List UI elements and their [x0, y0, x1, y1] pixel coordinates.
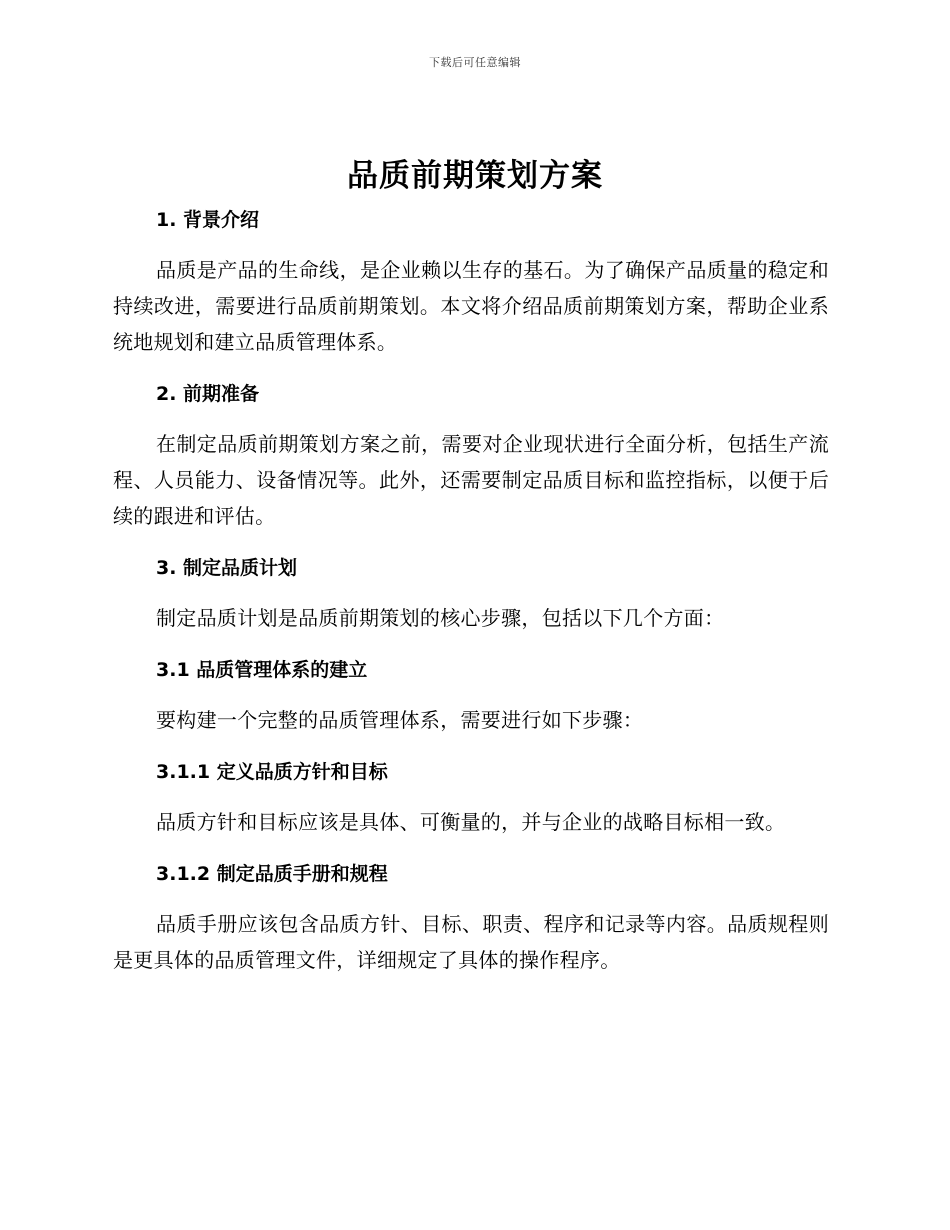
subsubsection-paragraph: 品质手册应该包含品质方针、目标、职责、程序和记录等内容。品质规程则是更具体的品质管理文件，详细规定了具体的操作程序。: [113, 912, 829, 972]
page-header-note: 下载后可任意编辑: [429, 56, 521, 69]
subsubsection-heading: 3.1.2 制定品质手册和规程: [156, 863, 388, 885]
section-heading: 1. 背景介绍: [156, 209, 260, 231]
subsection-paragraph: 要构建一个完整的品质管理体系，需要进行如下步骤：: [156, 708, 644, 732]
section-heading: 3. 制定品质计划: [156, 557, 298, 579]
subsubsection-paragraph: 品质方针和目标应该是具体、可衡量的，并与企业的战略目标相一致。: [156, 810, 786, 834]
section-paragraph: 制定品质计划是品质前期策划的核心步骤，包括以下几个方面：: [156, 606, 725, 630]
section-heading: 2. 前期准备: [156, 383, 260, 405]
document-title: 品质前期策划方案: [347, 158, 603, 194]
subsubsection-heading: 3.1.1 定义品质方针和目标: [156, 761, 388, 783]
document-body: [113, 203, 829, 978]
section-paragraph: 品质是产品的生命线，是企业赖以生存的基石。为了确保产品质量的稳定和持续改进，需要进行品质前期策划。本文将介绍品质前期策划方案，帮助企业系统地规划和建立品质管理体系。: [113, 258, 829, 354]
subsection-heading: 3.1 品质管理体系的建立: [156, 659, 368, 681]
section-paragraph: 在制定品质前期策划方案之前，需要对企业现状进行全面分析，包括生产流程、人员能力、设备情况等。此外，还需要制定品质目标和监控指标，以便于后续的跟进和评估。: [113, 432, 829, 528]
